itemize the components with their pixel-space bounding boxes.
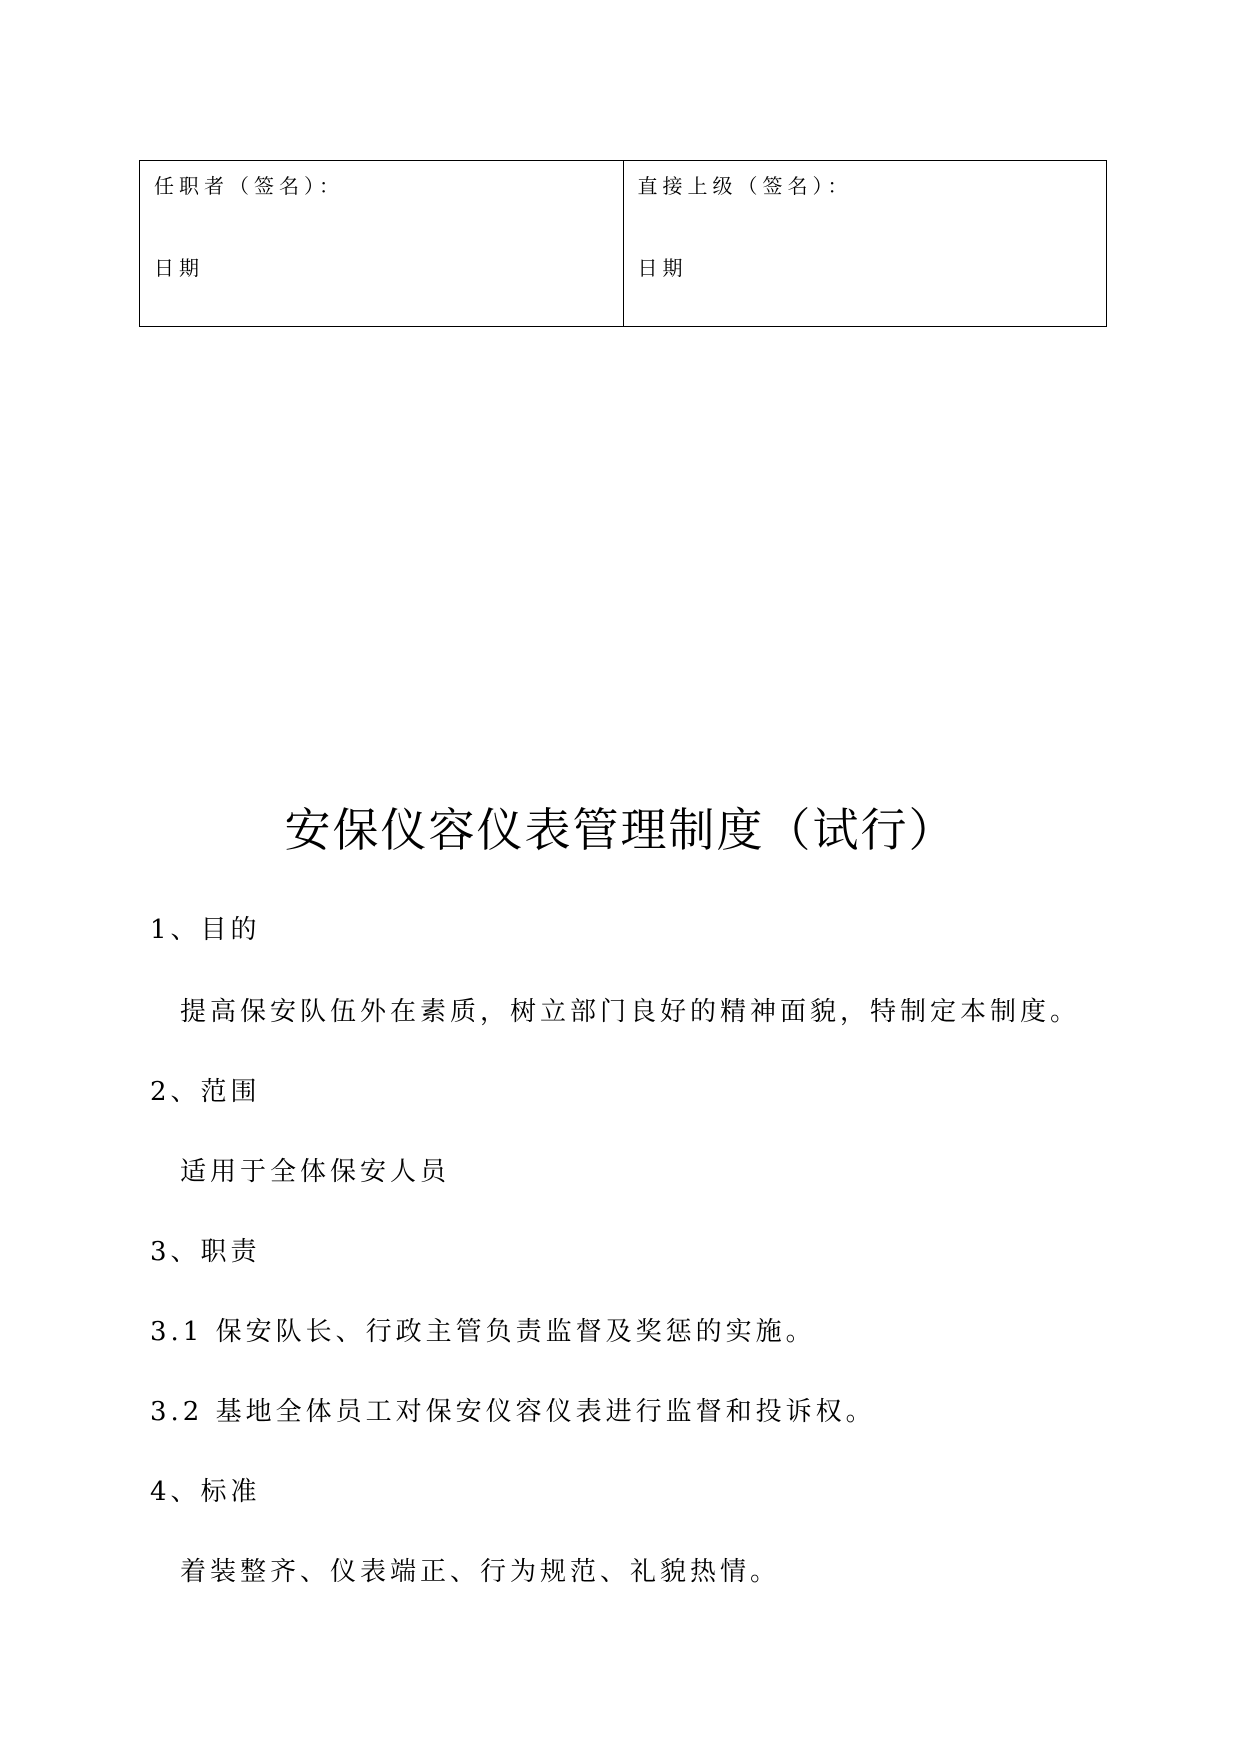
- paragraph-responsibility-3-1: 3.1 保安队长、行政主管负责监督及奖惩的实施。: [150, 1317, 816, 1347]
- employee-date-label: 日期: [154, 256, 204, 280]
- section-heading-standards: 4、标准: [150, 1477, 261, 1507]
- paragraph-purpose: 提高保安队伍外在素质，树立部门良好的精神面貌，特制定本制度。: [180, 997, 1081, 1027]
- paragraph-standards: 着装整齐、仪表端正、行为规范、礼貌热情。: [180, 1557, 781, 1587]
- employee-signature-label: 任职者（签名）：: [154, 174, 344, 198]
- signature-table: [139, 160, 1107, 327]
- section-heading-scope: 2、范围: [150, 1077, 261, 1107]
- supervisor-signature-cell: [623, 161, 1107, 326]
- supervisor-date-label: 日期: [637, 256, 688, 280]
- employee-signature-cell: [140, 161, 623, 326]
- section-heading-purpose: 1、目的: [150, 915, 261, 945]
- paragraph-responsibility-3-2: 3.2 基地全体员工对保安仪容仪表进行监督和投诉权。: [150, 1397, 876, 1427]
- paragraph-scope: 适用于全体保安人员: [180, 1157, 451, 1187]
- section-heading-responsibilities: 3、职责: [150, 1237, 261, 1267]
- document-title: 安保仪容仪表管理制度（试行）: [284, 803, 957, 857]
- supervisor-signature-label: 直接上级（签名）：: [637, 174, 853, 198]
